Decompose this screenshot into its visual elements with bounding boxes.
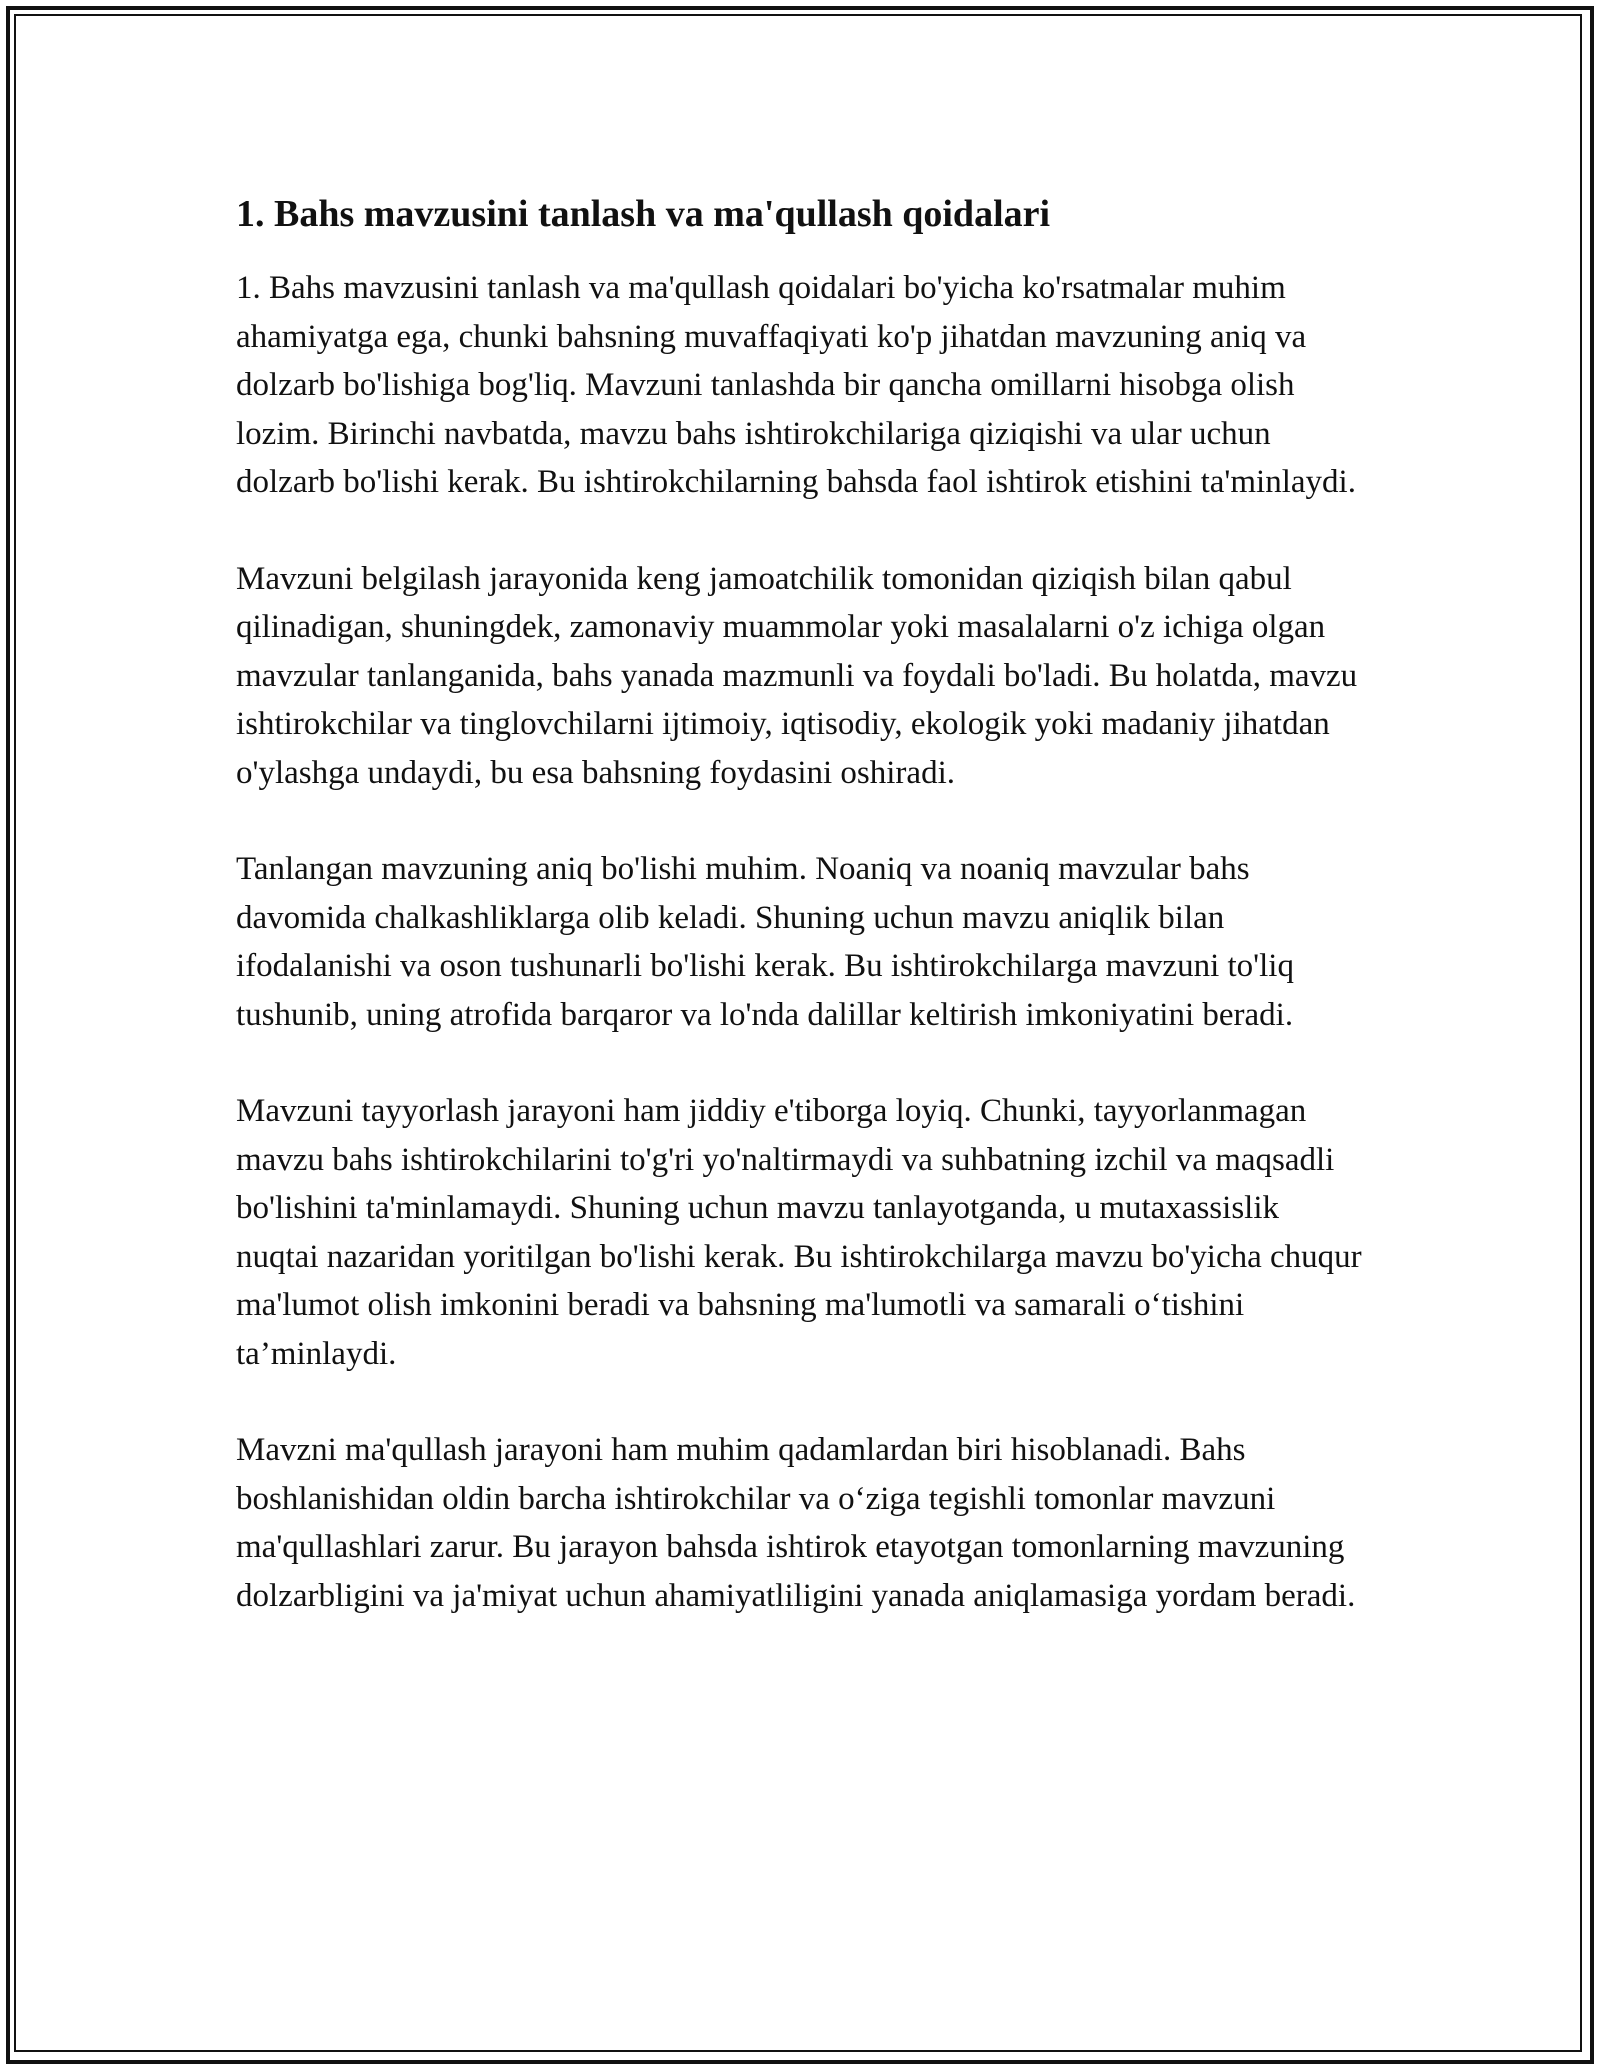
section-heading: 1. Bahs mavzusini tanlash va ma'qullash qoidalari: [236, 193, 1051, 235]
paragraph-5: Mavzni ma'qullash jarayoni ham muhim qadamlardan biri hisoblanadi. Bahs boshlanishidan oldin barcha ishtirokchilar va o‘ziga tegishli tomonlar mavzuni ma'qullashlari zarur. Bu jarayon bahsda ishtirok etayotgan tomonlarning mavzuning dolzarbligini va ja'miyat uchun ahamiyatliligini yanada aniqlamasiga yordam beradi.: [236, 1432, 1356, 1614]
paragraph-1: 1. Bahs mavzusini tanlash va ma'qullash qoidalari bo'yicha ko'rsatmalar muhim ahamiyatga ega, chunki bahsning muvaffaqiyati ko'p jihatdan mavzuning aniq va dolzarb bo'lishiga bog'liq. Mavzuni tanlashda bir qancha omillarni hisobga olish lozim. Birinchi navbatda, mavzu bahs ishtirokchilariga qiziqishi va ular uchun dolzarb bo'lishi kerak. Bu ishtirokchilarning bahsda faol ishtirok etishini ta'minlaydi.: [236, 270, 1356, 500]
paragraph-2: Mavzuni belgilash jarayonida keng jamoatchilik tomonidan qiziqish bilan qabul qilinadigan, shuningdek, zamonaviy muammolar yoki masalalarni o'z ichiga olgan mavzular tanlanganida, bahs yanada mazmunli va foydali bo'ladi. Bu holatda, mavzu ishtirokchilar va tinglovchilarni ijtimoiy, iqtisodiy, ekologik yoki madaniy jihatdan o'ylashga undaydi, bu esa bahsning foydasini oshiradi.: [236, 560, 1358, 791]
paragraph-4: Mavzuni tayyorlash jarayoni ham jiddiy e'tiborga loyiq. Chunki, tayyorlanmagan mavzu bahs ishtirokchilarini to'g'ri yo'naltirmaydi va suhbatning izchil va maqsadli bo'lishini ta'minlamaydi. Shuning uchun mavzu tanlayotganda, u mutaxassislik nuqtai nazaridan yoritilgan bo'lishi kerak. Bu ishtirokchilarga mavzu bo'yicha chuqur ma'lumot olish imkonini beradi va bahsning ma'lumotli va samarali o‘tishini ta’minlaydi.: [236, 1093, 1362, 1372]
paragraph-3: Tanlangan mavzuning aniq bo'lishi muhim. Noaniq va noaniq mavzular bahs davomida chalkashliklarga olib keladi. Shuning uchun mavzu aniqlik bilan ifodalanishi va oson tushunarli bo'lishi kerak. Bu ishtirokchilarga mavzuni to'liq tushunib, uning atrofida barqaror va lo'nda dalillar keltirish imkoniyatini beradi.: [236, 851, 1294, 1033]
document-body: [236, 186, 1366, 1668]
